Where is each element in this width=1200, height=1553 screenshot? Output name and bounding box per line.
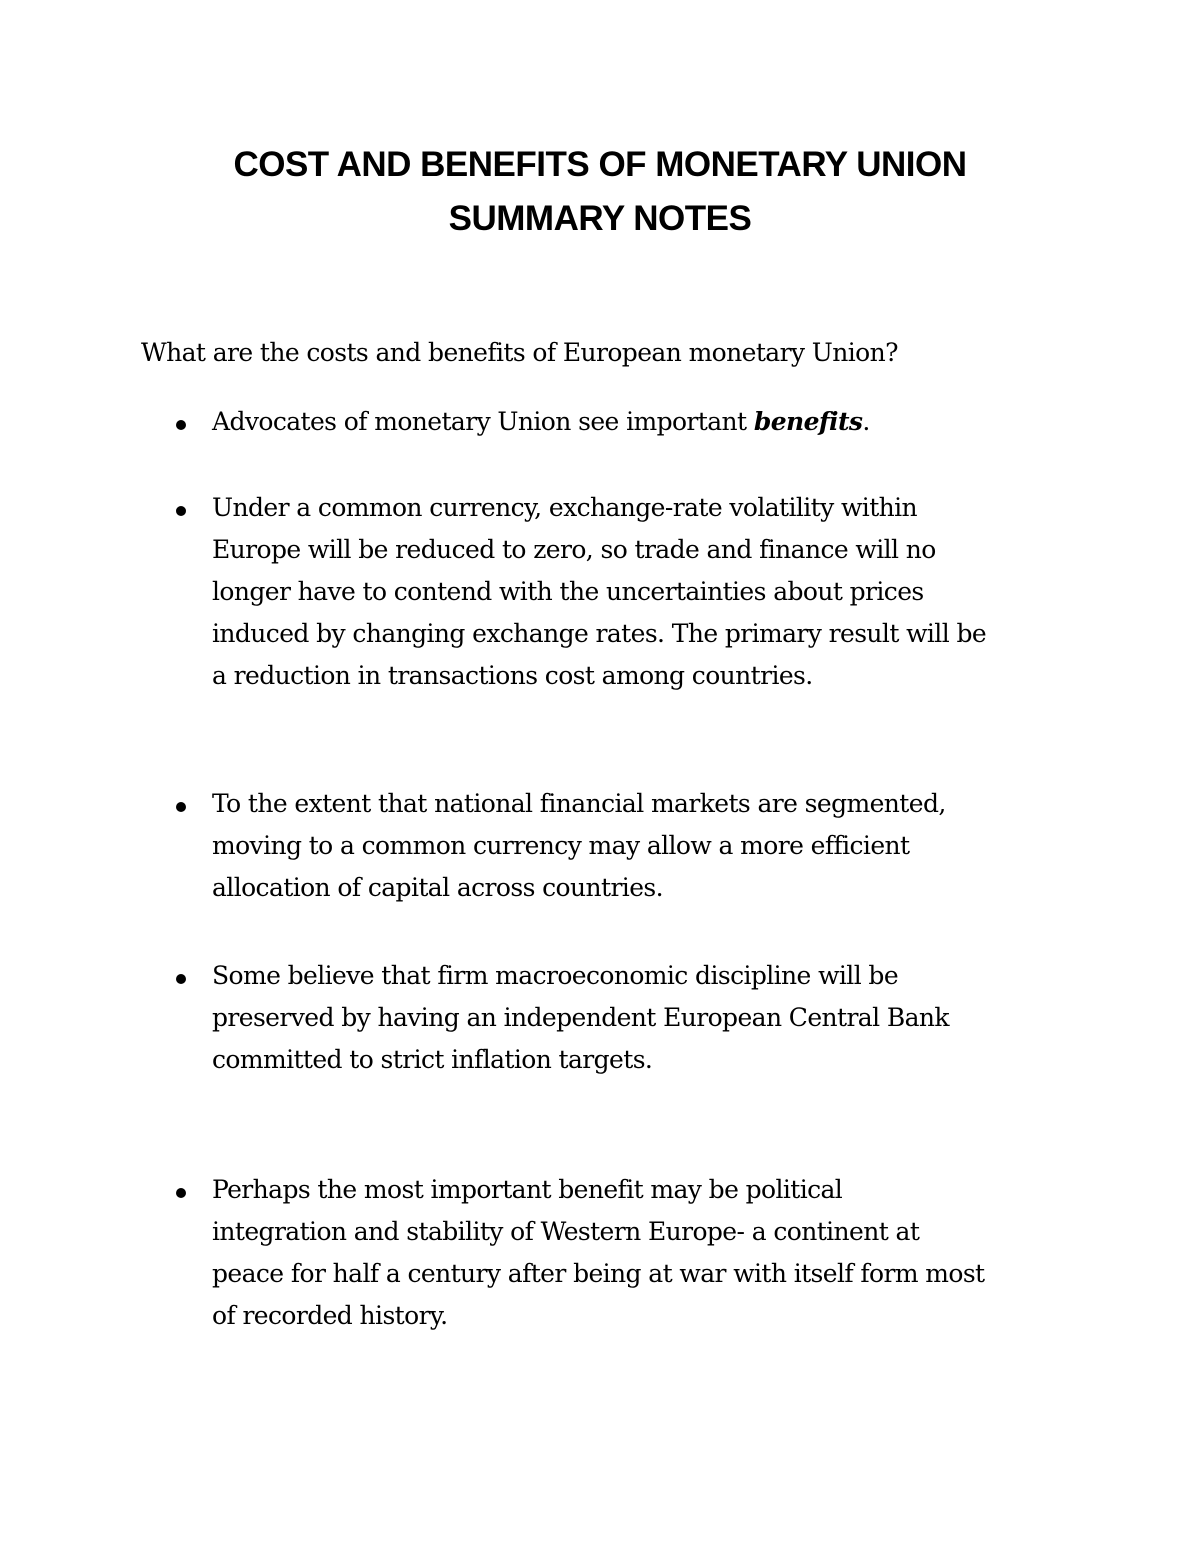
bullet-line: longer have to contend with the uncertainties about prices — [212, 577, 924, 606]
question-text: What are the costs and benefits of European monetary Union? — [141, 338, 898, 367]
bullet-dot-icon — [176, 420, 186, 430]
bullet-line: Some believe that firm macroeconomic discipline will be — [212, 961, 899, 990]
bullet-dot-icon — [176, 506, 186, 516]
bullet-text: Advocates of monetary Union see important — [212, 407, 754, 436]
document-subtitle: SUMMARY NOTES — [448, 199, 752, 238]
bullet-line: Perhaps the most important benefit may be political — [212, 1175, 843, 1204]
document-title: COST AND BENEFITS OF MONETARY UNION — [233, 145, 967, 184]
bullet-line: of recorded history. — [212, 1301, 448, 1330]
bullet-line: Under a common currency, exchange-rate volatility within — [212, 493, 918, 522]
bullet-emphasis: benefits — [753, 407, 863, 436]
bullet-line: allocation of capital across countries. — [212, 873, 663, 902]
bullet-dot-icon — [176, 802, 186, 812]
bullet-line: moving to a common currency may allow a more efficient — [212, 831, 910, 860]
bullet-line: peace for half a century after being at war with itself form most — [212, 1259, 985, 1288]
bullet-line: a reduction in transactions cost among countries. — [212, 661, 813, 690]
bullet-line: preserved by having an independent European Central Bank — [212, 1003, 949, 1032]
bullet-line: To the extent that national financial markets are segmented, — [212, 789, 946, 818]
bullet-line: integration and stability of Western Europe- a continent at — [212, 1217, 920, 1246]
bullet-line: induced by changing exchange rates. The primary result will be — [212, 619, 987, 648]
bullet-dot-icon — [176, 974, 186, 984]
bullet-line — [212, 409, 870, 434]
bullet-line: Europe will be reduced to zero, so trade and finance will no — [212, 535, 936, 564]
bullet-suffix: . — [862, 407, 870, 436]
bullet-dot-icon — [176, 1188, 186, 1198]
bullet-line: committed to strict inflation targets. — [212, 1045, 653, 1074]
